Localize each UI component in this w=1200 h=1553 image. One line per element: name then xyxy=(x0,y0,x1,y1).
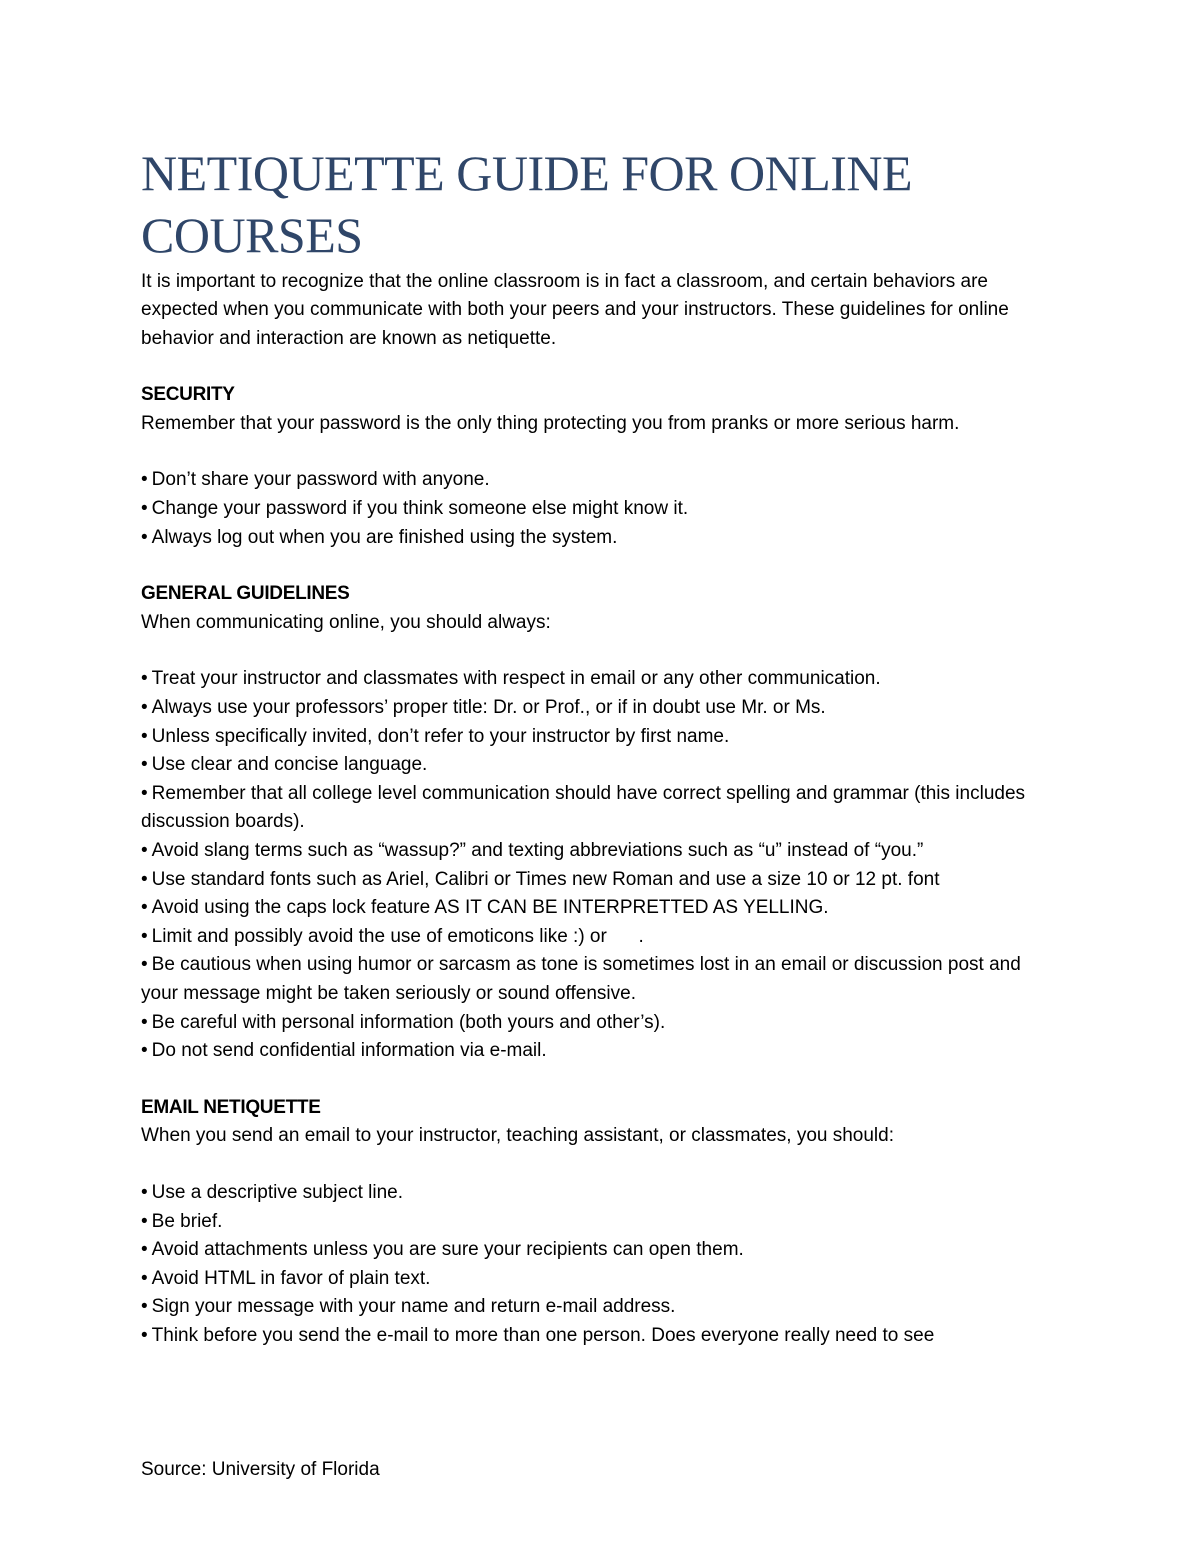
section-email-netiquette xyxy=(141,1094,1061,1351)
list-item-text: Use clear and concise language. xyxy=(151,754,428,776)
bullet-icon: • xyxy=(141,1040,148,1062)
list-item xyxy=(141,837,1061,866)
list-item-text: Avoid HTML in favor of plain text. xyxy=(151,1267,431,1289)
section-lead: Remember that your password is the only thing protecting you from pranks or more serious harm. xyxy=(141,412,960,434)
bullet-icon: • xyxy=(141,725,148,747)
list-item-text: Be careful with personal information (both yours and other’s). xyxy=(151,1011,666,1033)
list-item-text: Think before you send the e-mail to more than one person. Does everyone really need to see xyxy=(151,1324,935,1346)
bullet-icon: • xyxy=(141,782,148,804)
page-title: NETIQUETTE GUIDE FOR ONLINE COURSES xyxy=(141,145,913,263)
section-heading: GENERAL GUIDELINES xyxy=(141,583,350,605)
list-item xyxy=(141,866,1061,895)
list-item xyxy=(141,495,1061,524)
list-item xyxy=(141,1293,1061,1322)
bullet-icon: • xyxy=(141,1210,148,1232)
bullet-icon: • xyxy=(141,868,148,890)
list-item-text: Sign your message with your name and return e-mail address. xyxy=(151,1296,676,1318)
bullet-icon: • xyxy=(141,897,148,919)
bullet-icon: • xyxy=(141,1181,148,1203)
list-item xyxy=(141,780,1061,837)
section-general-guidelines xyxy=(141,580,1061,1066)
list-item xyxy=(141,1322,1061,1351)
bullet-icon: • xyxy=(141,469,148,491)
section-security xyxy=(141,381,1061,552)
bullet-icon: • xyxy=(141,1011,148,1033)
bullet-icon: • xyxy=(141,839,148,861)
list-item xyxy=(141,466,1061,495)
bullet-list xyxy=(141,665,1061,1065)
list-item-text: Don’t share your password with anyone. xyxy=(151,469,490,491)
list-item xyxy=(141,665,1061,694)
bullet-icon: • xyxy=(141,1239,148,1261)
section-heading: EMAIL NETIQUETTE xyxy=(141,1096,321,1118)
bullet-icon: • xyxy=(141,925,148,947)
list-item-text: Be cautious when using humor or sarcasm as tone is sometimes lost in an email or discussion post and your message might be taken seriously or sound offensive. xyxy=(141,954,1021,1004)
section-lead: When communicating online, you should always: xyxy=(141,611,551,633)
list-item xyxy=(141,524,1061,553)
section-heading: SECURITY xyxy=(141,384,235,406)
bullet-icon: • xyxy=(141,1267,148,1289)
list-item-text: Use a descriptive subject line. xyxy=(151,1181,403,1203)
bullet-list xyxy=(141,466,1061,552)
bullet-icon: • xyxy=(141,697,148,718)
bullet-icon: • xyxy=(141,954,148,976)
bullet-list xyxy=(141,1179,1061,1351)
list-item-text: Treat your instructor and classmates with respect in email or any other communication. xyxy=(151,668,881,690)
bullet-icon: • xyxy=(141,498,148,520)
bullet-icon: • xyxy=(141,1324,148,1346)
list-item xyxy=(141,751,1061,780)
list-item-text: Remember that all college level communication should have correct spelling and grammar (this includes discussion boards). xyxy=(141,782,1026,833)
list-item-text: Unless specifically invited, don’t refer to your instructor by first name. xyxy=(151,725,730,747)
list-item xyxy=(141,1009,1061,1038)
list-item-text: Limit and possibly avoid the use of emoticons like :) or . xyxy=(151,925,644,947)
bullet-icon: • xyxy=(141,526,148,548)
list-item xyxy=(141,694,1061,723)
list-item-text: Always use your professors’ proper title: Dr. or Prof., or if in doubt use Mr. or Ms. xyxy=(151,697,826,718)
list-item-text: Be brief. xyxy=(151,1210,223,1232)
intro-paragraph: It is important to recognize that the online classroom is in fact a classroom, and certain behaviors are expected when you communicate with both your peers and your instructors. These guidelines for online behavior and interaction are known as netiquette. xyxy=(141,271,1009,349)
list-item-text: Avoid slang terms such as “wassup?” and texting abbreviations such as “u” instead of “you.” xyxy=(151,839,924,861)
bullet-icon: • xyxy=(141,668,148,690)
list-item xyxy=(141,923,1061,952)
list-item-text: Avoid attachments unless you are sure your recipients can open them. xyxy=(151,1239,744,1261)
list-item-text: Change your password if you think someone else might know it. xyxy=(151,498,689,520)
list-item-text: Do not send confidential information via e-mail. xyxy=(151,1040,547,1062)
source-footer: Source: University of Florida xyxy=(141,1459,380,1480)
section-lead: When you send an email to your instructor, teaching assistant, or classmates, you should: xyxy=(141,1125,894,1147)
list-item xyxy=(141,1179,1061,1208)
list-item-text: Avoid using the caps lock feature AS IT CAN BE INTERPRETTED AS YELLING. xyxy=(151,897,829,919)
list-item-text: Always log out when you are finished using the system. xyxy=(151,526,618,548)
list-item xyxy=(141,1208,1061,1237)
list-item xyxy=(141,1037,1061,1066)
list-item xyxy=(141,1265,1061,1294)
list-item-text: Use standard fonts such as Ariel, Calibri or Times new Roman and use a size 10 or 12 pt. font xyxy=(151,868,940,890)
bullet-icon: • xyxy=(141,1296,148,1318)
document-page xyxy=(141,142,1061,1350)
list-item xyxy=(141,951,1061,1008)
list-item xyxy=(141,1236,1061,1265)
list-item xyxy=(141,723,1061,752)
list-item xyxy=(141,894,1061,923)
bullet-icon: • xyxy=(141,754,148,776)
